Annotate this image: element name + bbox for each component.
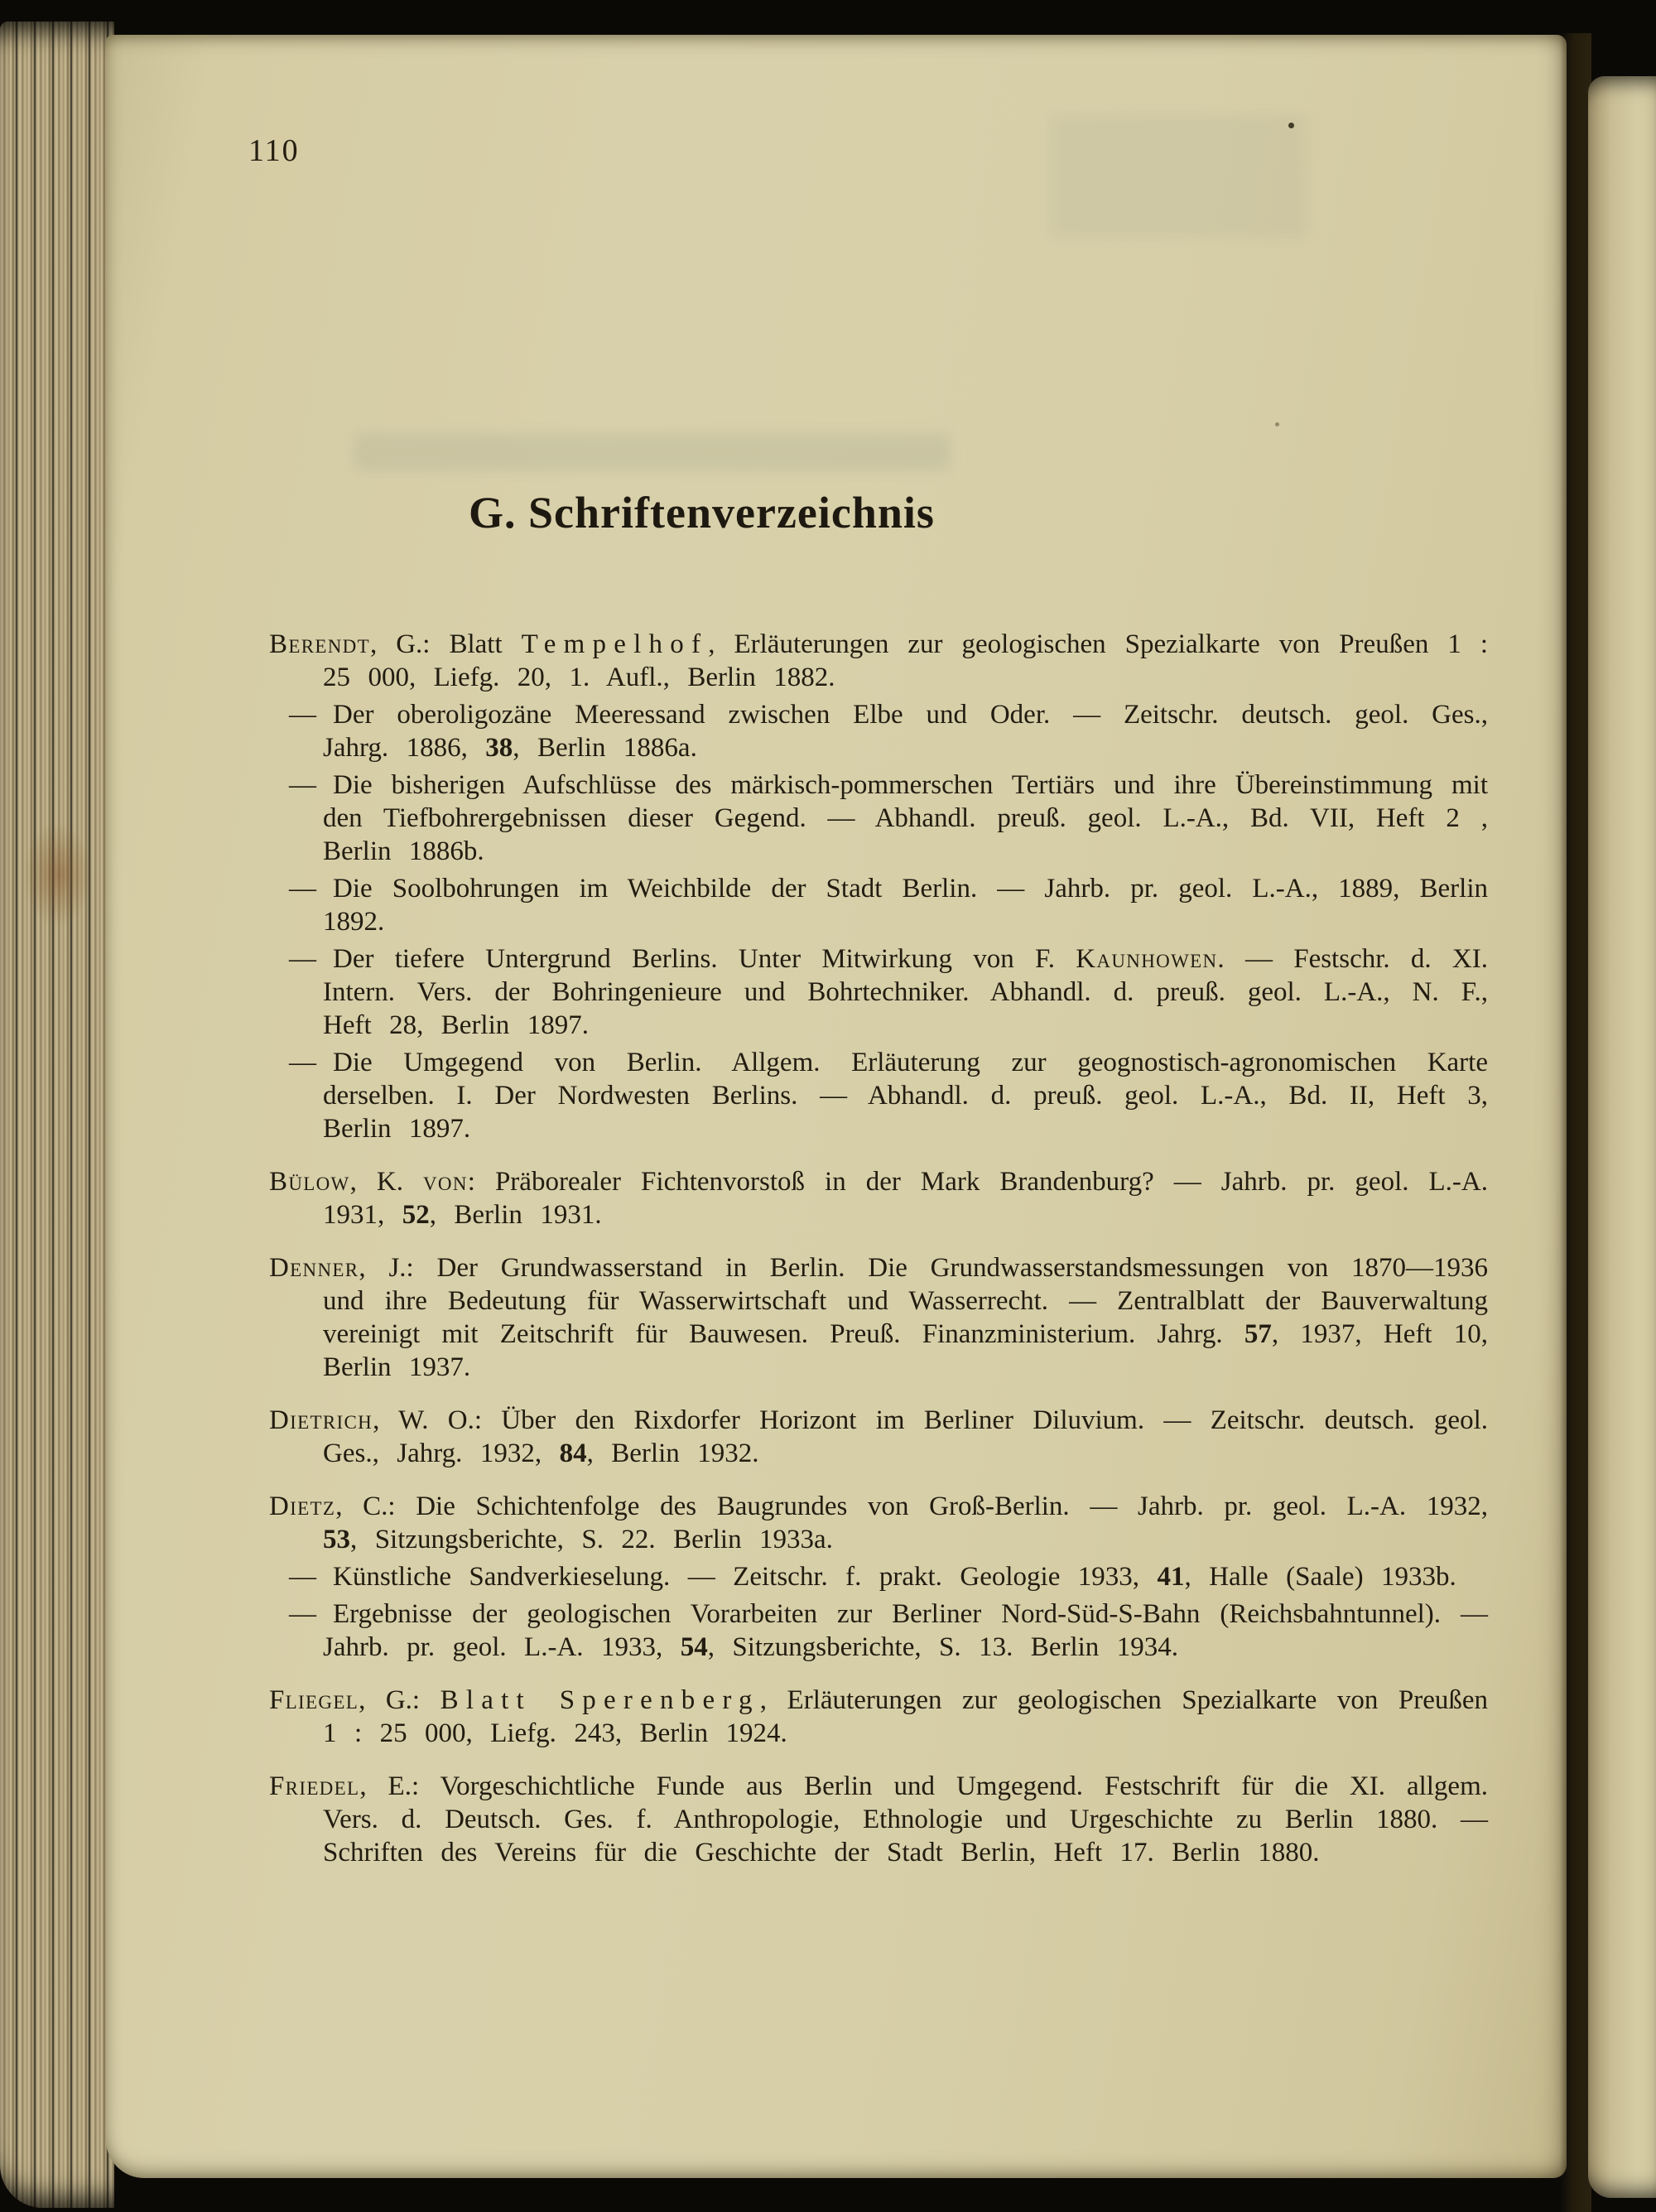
entry-text-segment: , W. O.: Über den Rixdorfer Horizont im Berliner Diluvium. — Zeitschr. deutsch. geol. Ges., Jahrg. 1932, bbox=[323, 1405, 1488, 1468]
bibliography-entry bbox=[269, 1560, 1488, 1593]
entry-text-segment: Bülow bbox=[269, 1167, 350, 1197]
entry-text-segment: , J.: Der Grundwasserstand in Berlin. Die Grundwasserstandsmessungen von 1870—1936 und ihre Bedeutung für Wasserwirtschaft und Wasserrecht. — Zentralblatt der Bauverwaltung vereinigt mit Zeitschrift für Bauwesen. Preuß. Finanzministerium. Jahrg. bbox=[323, 1253, 1488, 1349]
entry-text-segment: , G.: bbox=[359, 1685, 440, 1715]
entry-text-segment: Dietrich bbox=[269, 1405, 373, 1435]
entry-text-segment: , Berlin 1931. bbox=[429, 1200, 602, 1230]
bibliography-entry bbox=[269, 1770, 1488, 1869]
page-gutter-shadow bbox=[1560, 33, 1591, 2212]
entry-text-segment: Die Soolbohrungen im Weichbilde der Stadt Berlin. — Jahrb. pr. geol. L.-A., 1889, Berlin 1892. bbox=[323, 874, 1488, 937]
entry-text-segment: : Präborealer Fichtenvorstoß in der Mark Brandenburg? — Jahrb. pr. geol. L.-A. 1931, bbox=[323, 1167, 1488, 1230]
show-through-smudge bbox=[354, 434, 951, 470]
entry-text-segment: , E.: Vorgeschichtliche Funde aus Berlin und Umgegend. Festschrift für die XI. allgem. Vers. d. Deutsch. Ges. f. Anthropologie, Ethnologie und Urgeschichte zu Berlin 1880. — Schriften des Vereins für die Geschichte der Stadt Berlin, Heft 17. Berlin 1880. bbox=[323, 1771, 1488, 1867]
entry-text-segment: , Berlin 1932. bbox=[586, 1439, 759, 1468]
bibliography-entry bbox=[269, 1251, 1488, 1384]
entry-text-segment: Der tiefere Untergrund Berlins. Unter Mitwirkung von F. bbox=[333, 944, 1076, 974]
entry-text-segment: Ergebnisse der geologischen Vorarbeiten zur Berliner Nord-Süd-S-Bahn (Reichsbahntunnel). — Jahrb. pr. geol. L.-A. 1933, bbox=[323, 1599, 1488, 1662]
same-author-dash: — bbox=[289, 1048, 316, 1077]
entry-text-segment: , G.: Blatt bbox=[369, 629, 522, 659]
same-author-dash: — bbox=[289, 1599, 316, 1629]
page-number: 110 bbox=[248, 133, 300, 168]
entry-text-segment: Die Umgegend von Berlin. Allgem. Erläuterung zur geognostisch-agronomischen Karte derselben. I. Der Nordwesten Berlins. — Abhandl. d. preuß. geol. L.-A., Bd. II, Heft 3, Berlin 1897. bbox=[323, 1048, 1488, 1144]
show-through-smudge bbox=[1050, 114, 1307, 239]
bibliography-entry bbox=[269, 1165, 1488, 1231]
entry-text-segment: , 1937, Heft 10, Berlin 1937. bbox=[323, 1319, 1488, 1382]
entry-text-segment: Die bisherigen Aufschlüsse des märkisch-pommerschen Tertiärs und ihre Übereinstimmung mit den Tiefbohrergebnissen dieser Gegend. — Abhandl. preuß. geol. L.-A., Bd. VII, Heft 2 , Berlin 1886b. bbox=[323, 770, 1488, 866]
adjacent-page-edge bbox=[1588, 76, 1656, 2198]
entry-text-segment: , C.: Die Schichtenfolge des Baugrundes von Groß-Berlin. — Jahrb. pr. geol. L.-A. 1932, bbox=[335, 1492, 1488, 1521]
bibliography-entry bbox=[269, 1598, 1488, 1664]
entry-text-segment: Fliegel bbox=[269, 1685, 359, 1715]
same-author-dash: — bbox=[289, 1562, 316, 1592]
same-author-dash: — bbox=[289, 700, 316, 730]
bibliography-entry bbox=[269, 1684, 1488, 1750]
entry-text-segment: 38 bbox=[485, 733, 513, 763]
entry-text-segment: , Halle (Saale) 1933b. bbox=[1184, 1562, 1456, 1592]
entry-text-segment: , Sitzungsberichte, S. 22. Berlin 1933a. bbox=[350, 1525, 833, 1554]
entry-text-segment: . — Festschr. d. XI. Intern. Vers. der Bohringenieure und Bohrtechniker. Abhandl. d. preuß. geol. L.-A., N. F., Heft 28, Berlin 1897. bbox=[323, 944, 1488, 1040]
entry-text-segment: Tempelhof bbox=[521, 629, 709, 659]
entry-text-segment: , K. bbox=[349, 1167, 423, 1197]
entry-text-segment: 54 bbox=[680, 1632, 708, 1662]
book-fore-edge-pages bbox=[0, 22, 114, 2208]
bibliography-entry bbox=[269, 628, 1488, 694]
entry-text-segment: 53 bbox=[323, 1525, 350, 1554]
ink-speck bbox=[1288, 123, 1294, 128]
entry-text-segment: 52 bbox=[402, 1200, 430, 1230]
book-page bbox=[106, 35, 1567, 2178]
entry-text-segment: , Berlin 1886a. bbox=[513, 733, 697, 763]
bibliography-entry bbox=[269, 1490, 1488, 1556]
same-author-dash: — bbox=[289, 944, 316, 974]
bibliography-entry bbox=[269, 942, 1488, 1042]
entry-text-segment: Blatt Sperenberg bbox=[440, 1685, 760, 1715]
bibliography-entry bbox=[269, 769, 1488, 868]
entry-text-segment: , Sitzungsberichte, S. 13. Berlin 1934. bbox=[707, 1632, 1178, 1662]
bibliography-entry bbox=[269, 698, 1488, 764]
same-author-dash: — bbox=[289, 770, 316, 800]
entry-text-segment: 41 bbox=[1157, 1562, 1185, 1592]
same-author-dash: — bbox=[289, 874, 316, 904]
entry-text-segment: 57 bbox=[1244, 1319, 1272, 1349]
entry-text-segment: Kaunhowen bbox=[1076, 944, 1218, 974]
entry-text-segment: Friedel bbox=[269, 1771, 360, 1801]
ink-speck bbox=[1275, 422, 1279, 426]
bibliography-entry bbox=[269, 872, 1488, 938]
bibliography-entry bbox=[269, 1404, 1488, 1470]
entry-text-segment: , Erläuterungen zur geologischen Spezialkarte von Preußen 1 : 25 000, Liefg. 243, Berlin 1924. bbox=[323, 1685, 1489, 1748]
entry-text-segment: , Erläuterungen zur geologischen Spezialkarte von Preußen 1 : 25 000, Liefg. 20, 1. Aufl., Berlin 1882. bbox=[323, 629, 1488, 692]
entry-text-segment: von bbox=[422, 1167, 468, 1197]
section-title: G. Schriftenverzeichnis bbox=[469, 488, 935, 537]
entry-text-segment: Künstliche Sandverkieselung. — Zeitschr. f. prakt. Geologie 1933, bbox=[333, 1562, 1158, 1592]
entry-text-segment: Denner bbox=[269, 1253, 359, 1283]
bibliography-entry bbox=[269, 1046, 1488, 1145]
entry-text-segment: Dietz bbox=[269, 1492, 336, 1521]
entry-text-segment: Der oberoligozäne Meeressand zwischen Elbe und Oder. — Zeitschr. deutsch. geol. Ges., Jahrg. 1886, bbox=[323, 700, 1488, 763]
entry-text-segment: 84 bbox=[559, 1439, 587, 1468]
bibliography-list bbox=[269, 628, 1488, 1873]
entry-text-segment: Berendt bbox=[269, 629, 370, 659]
